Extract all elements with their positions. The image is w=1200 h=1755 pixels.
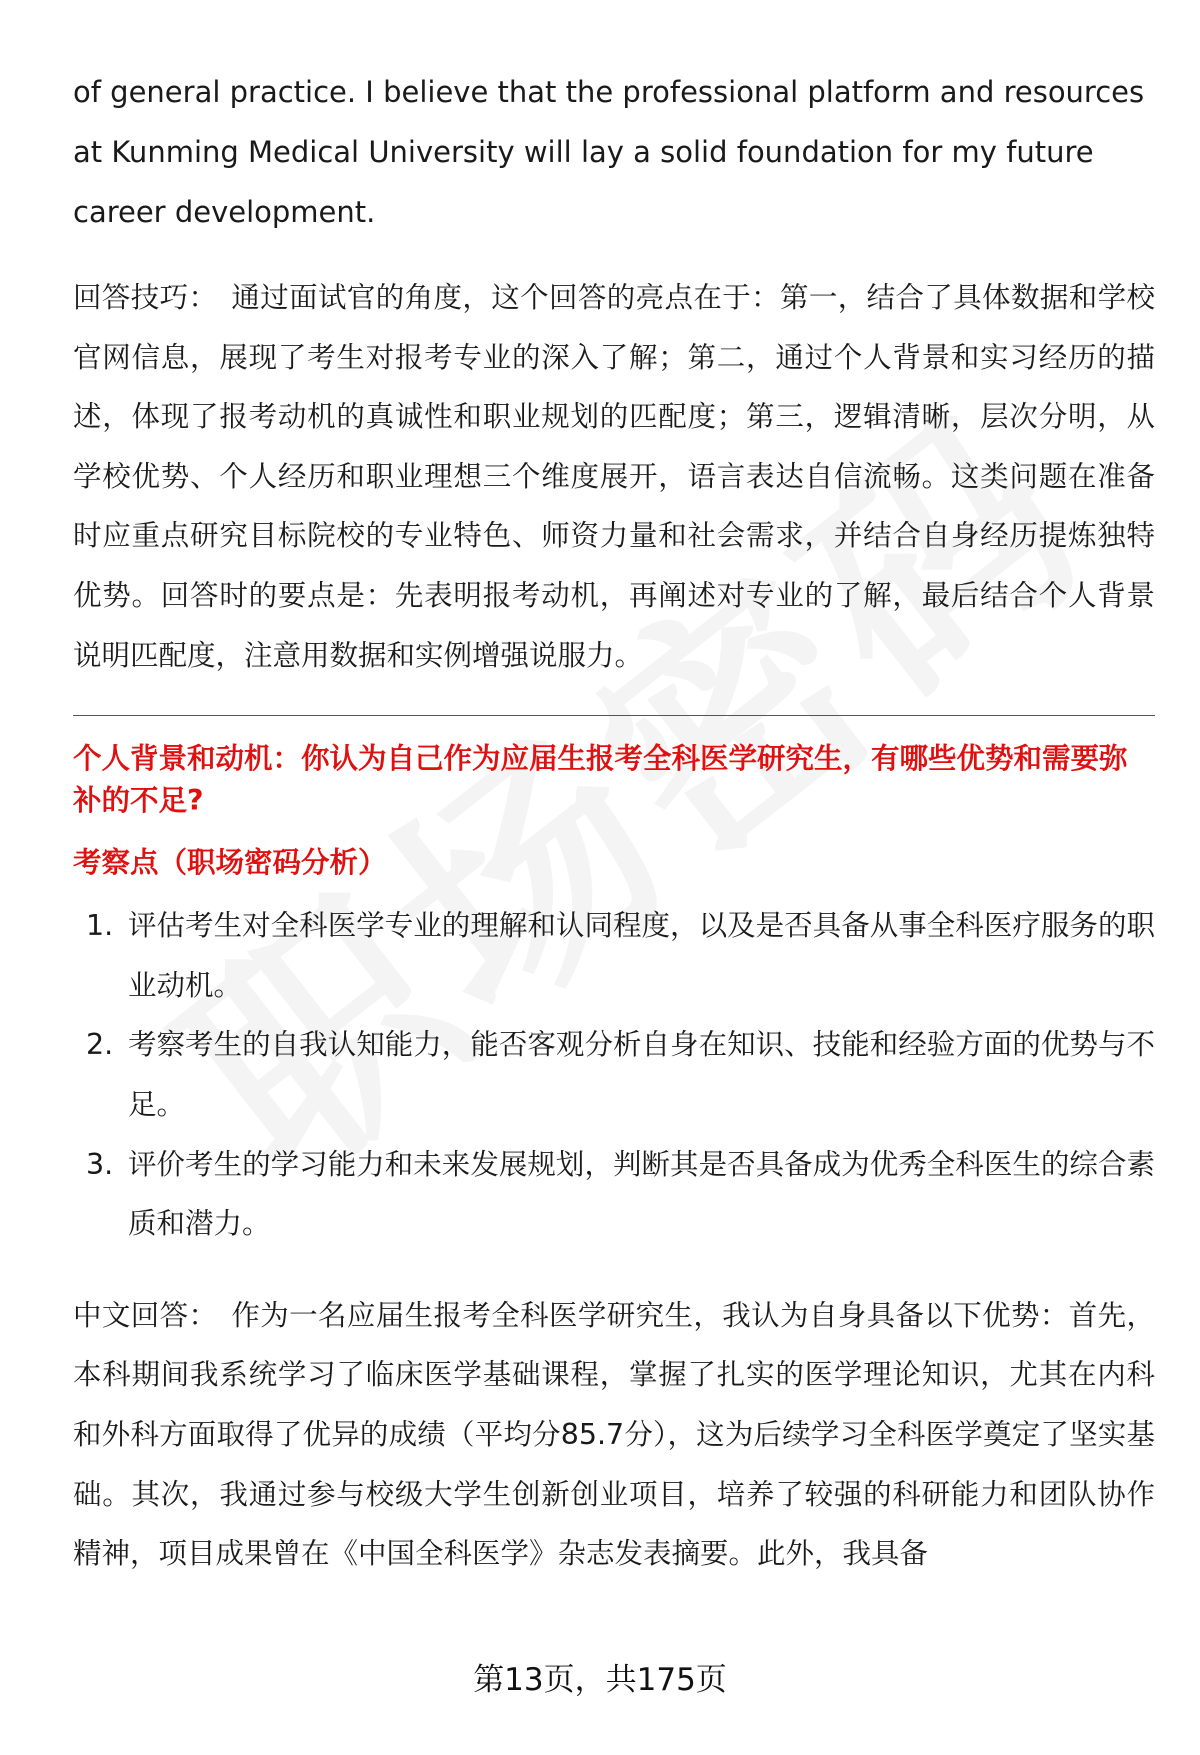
answer-tips-label: 回答技巧： [73, 281, 218, 314]
answer-tips-text: 通过面试官的角度，这个回答的亮点在于：第一，结合了具体数据和学校官网信息，展现了考生对报考专业的深入了解；第二，通过个人背景和实习经历的描述，体现了报考动机的真诚性和职业规划的匹配度；第三，逻辑清晰，层次分明，从学校优势、个人经历和职业理想三个维度展开，语言表达自信流畅。这类问题在准备时应重点研究目标院校的专业特色、师资力量和社会需求，并结合自身经历提炼独特优势。回答时的要点是：先表明报考动机，再阐述对专业的了解，最后结合个人背景说明匹配度，注意用数据和实例增强说服力。 [73, 281, 1155, 672]
analysis-point-number: 1. [86, 909, 114, 943]
analysis-point-text: 评估考生对全科医学专业的理解和认同程度，以及是否具备从事全科医疗服务的职业动机。 [128, 909, 1155, 1002]
page-number-footer: 第13页，共175页 [473, 1662, 727, 1698]
chinese-answer-label: 中文回答： [73, 1298, 218, 1332]
analysis-point-text: 考察考生的自我认知能力，能否客观分析自身在知识、技能和经验方面的优势与不足。 [128, 1028, 1155, 1121]
analysis-point-number: 2. [86, 1028, 114, 1062]
analysis-point [73, 1135, 1155, 1254]
analysis-point [73, 1015, 1155, 1134]
english-answer-continuation: of general practice. I believe that the professional platform and resources at Kunming Medical University will lay a solid foundation for my future career development. [73, 75, 1145, 229]
answer-tips-paragraph [73, 268, 1155, 685]
section-divider [73, 715, 1155, 716]
chinese-answer-paragraph [73, 1286, 1155, 1584]
analysis-heading: 考察点（职场密码分析） [73, 846, 387, 880]
analysis-point [73, 896, 1155, 1015]
analysis-point-text: 评价考生的学习能力和未来发展规划，判断其是否具备成为优秀全科医生的综合素质和潜力。 [128, 1147, 1155, 1241]
page-content [73, 62, 1155, 1614]
analysis-point-list [73, 896, 1155, 1254]
question-heading: 个人背景和动机：你认为自己作为应届生报考全科医学研究生，有哪些优势和需要弥补的不足? [73, 742, 1128, 818]
chinese-answer-text: 作为一名应届生报考全科医学研究生，我认为自身具备以下优势：首先，本科期间我系统学习了临床医学基础课程，掌握了扎实的医学理论知识，尤其在内科和外科方面取得了优异的成绩（平均分85.7分），这为后续学习全科医学奠定了坚实基础。其次，我通过参与校级大学生创新创业项目，培养了较强的科研能力和团队协作精神，项目成果曾在《中国全科医学》杂志发表摘要。此外，我具备 [73, 1298, 1155, 1571]
analysis-point-number: 3. [86, 1147, 114, 1181]
